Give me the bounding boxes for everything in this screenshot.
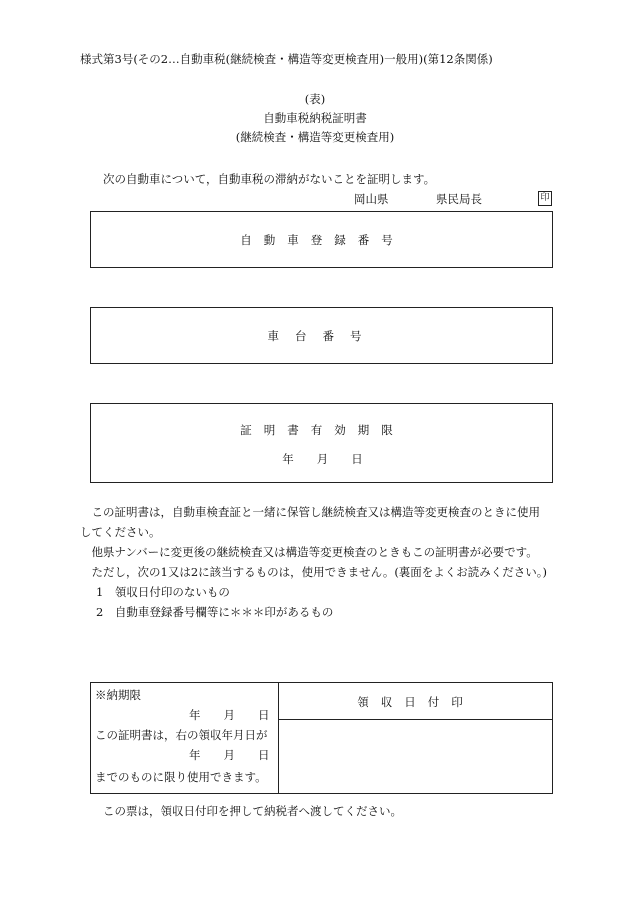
note-item-1: 1 領収日付印のないもの: [96, 585, 230, 599]
chassis-number-box: [90, 307, 553, 364]
chassis-number-label: 車台番号: [267, 329, 378, 343]
issuer-office: 県民局長: [436, 192, 482, 206]
registration-number-box: [90, 211, 553, 268]
note-paragraph-2: 他県ナンバーに変更後の継続検査又は構造等変更検査のときもこの証明書が必要です。: [91, 545, 538, 559]
deadline-date: 年 月 日: [189, 708, 270, 722]
validity-box: [90, 403, 553, 483]
certify-text: 次の自動車について，自動車税の滞納がないことを証明します。: [103, 172, 436, 186]
notes: [80, 502, 551, 622]
doc-subtitle: (継続検査・構造等変更検査用): [235, 130, 395, 144]
validity-date: 年 月 日: [282, 452, 363, 466]
registration-number-label: 自動車登録番号: [240, 233, 405, 247]
note-paragraph-1: この証明書は，自動車検査証と一緒に保管し継続検査又は構造等変更検査のときに使用してください。: [80, 505, 540, 539]
usable-text-2: までのものに限り使用できます。: [95, 770, 267, 784]
validity-label: 証明書有効期限: [240, 423, 405, 437]
side-label: (表): [304, 92, 326, 106]
form-header: 様式第3号(その2…自動車税(継続検査・構造等変更検査用)一般用)(第12条関係): [80, 52, 493, 66]
deadline-label: ※納期限: [95, 688, 141, 702]
usable-text-1: この証明書は，右の領収年月日が: [95, 728, 268, 742]
receipt-table: [90, 682, 553, 794]
note-item-2: 2 自動車登録番号欄等に＊＊＊印があるもの: [96, 605, 334, 619]
issuer-prefecture: 岡山県: [354, 192, 389, 206]
seal-mark: 印: [538, 191, 552, 206]
note-paragraph-3: ただし，次の1又は2に該当するものは，使用できません。(裏面をよくお読みください。): [91, 565, 548, 579]
footer-text: この票は，領収日付印を押して納税者へ渡してください。: [103, 804, 402, 818]
usable-date: 年 月 日: [189, 748, 270, 762]
receipt-stamp-area: [279, 720, 553, 793]
stamp-header: 領収日付印: [357, 695, 475, 709]
doc-title: 自動車税納税証明書: [263, 111, 367, 125]
